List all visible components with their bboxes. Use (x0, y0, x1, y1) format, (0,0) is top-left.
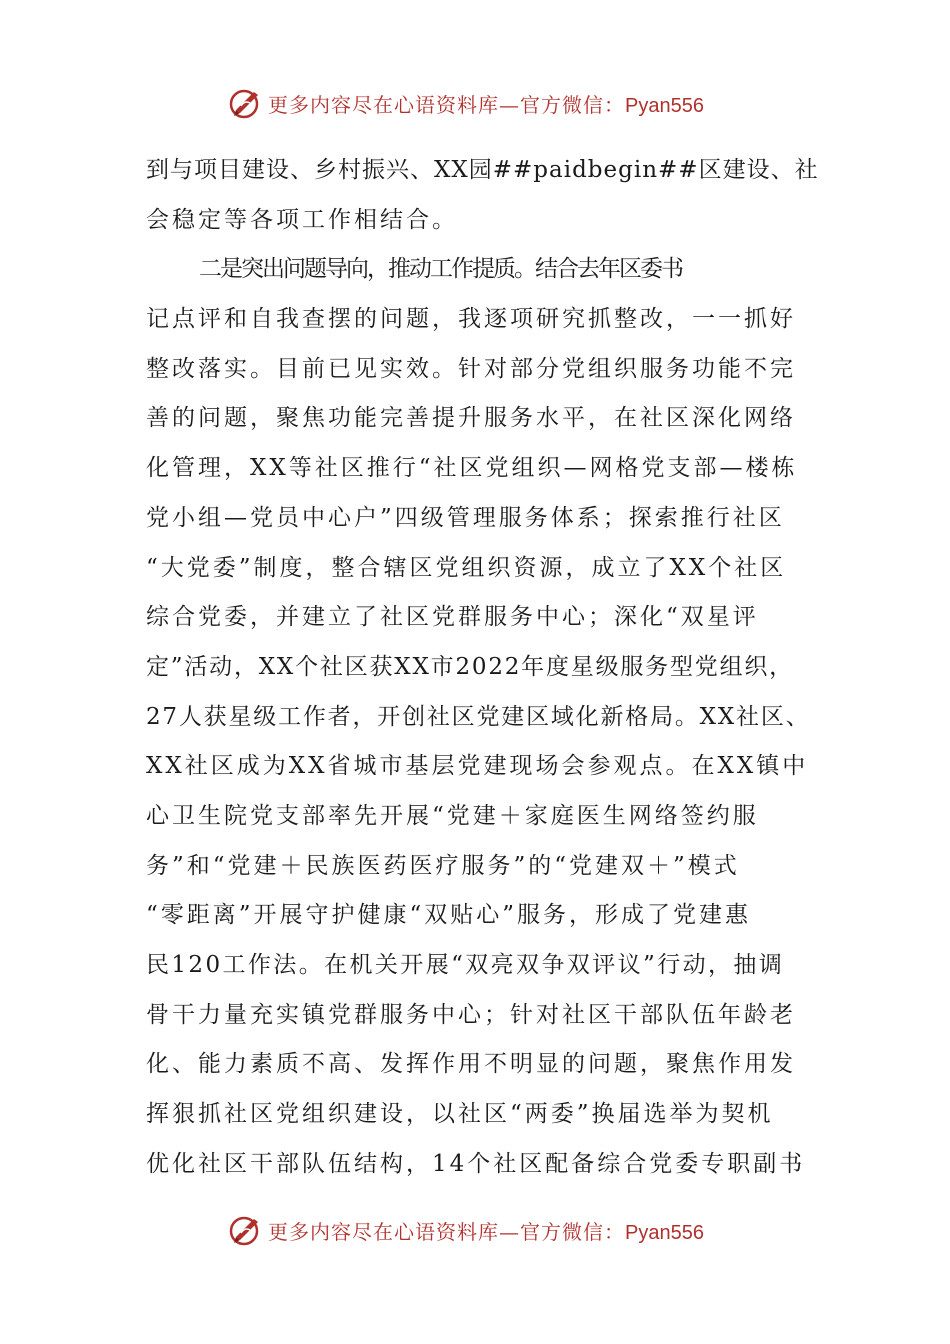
text-line: 化、能力素质不高、发挥作用不明显的问题，聚焦作用发 (146, 1051, 796, 1078)
header-watermark-banner (228, 83, 704, 123)
text-line: 记点评和自我查摆的问题，我逐项研究抓整改，一一抓好 (146, 306, 796, 333)
text-line: 化管理，XX等社区推行“社区党组织—网格党支部—楼栋 (146, 455, 798, 482)
text-line: “大党委”制度，整合辖区党组织资源，成立了XX个社区 (146, 554, 787, 581)
document-body (146, 146, 819, 1189)
footer-watermark-banner (228, 1210, 704, 1250)
pen-logo-icon (228, 86, 262, 120)
text-line: 党小组—党员中心户”四级管理服务体系；探索推行社区 (146, 504, 785, 531)
text-line: XX社区成为XX省城市基层党建现场会参观点。在XX镇中 (146, 753, 809, 780)
watermark-text: 更多内容尽在心语资料库—官方微信：Pyan556 (268, 92, 704, 117)
text-line: 会稳定等各项工作相结合。 (146, 206, 458, 233)
text-line: 善的问题，聚焦功能完善提升服务水平，在社区深化网络 (146, 405, 796, 432)
pen-logo-icon (228, 1213, 262, 1247)
text-line: 挥狠抓社区党组织建设，以社区“两委”换届选举为契机 (146, 1101, 774, 1128)
text-line: 二是突出问题导向，推动工作提质。结合去年区委书 (199, 256, 682, 283)
text-line: “零距离”开展守护健康“双贴心”服务，形成了党建惠 (146, 902, 752, 929)
text-line: 优化社区干部队伍结构，14个社区配备综合党委专职副书 (146, 1150, 806, 1177)
text-line: 27人获星级工作者，开创社区党建区域化新格局。XX社区、 (146, 703, 811, 730)
text-line: 定”活动，XX个社区获XX市2022年度星级服务型党组织， (146, 653, 794, 680)
text-line: 务”和“党建＋民族医药医疗服务”的“党建双＋”模式 (146, 852, 740, 879)
text-line: 骨干力量充实镇党群服务中心；针对社区干部队伍年龄老 (146, 1001, 796, 1028)
text-line: 综合党委，并建立了社区党群服务中心；深化“双星评 (146, 604, 759, 631)
text-line: 整改落实。目前已见实效。针对部分党组织服务功能不完 (146, 355, 796, 382)
watermark-text: 更多内容尽在心语资料库—官方微信：Pyan556 (268, 1219, 704, 1244)
text-line: 民120工作法。在机关开展“双亮双争双评议”行动，抽调 (146, 952, 785, 978)
text-line: 到与项目建设、乡村振兴、XX园##paidbegin##区建设、社 (146, 157, 819, 183)
text-line: 心卫生院党支部率先开展“党建＋家庭医生网络签约服 (146, 802, 759, 829)
